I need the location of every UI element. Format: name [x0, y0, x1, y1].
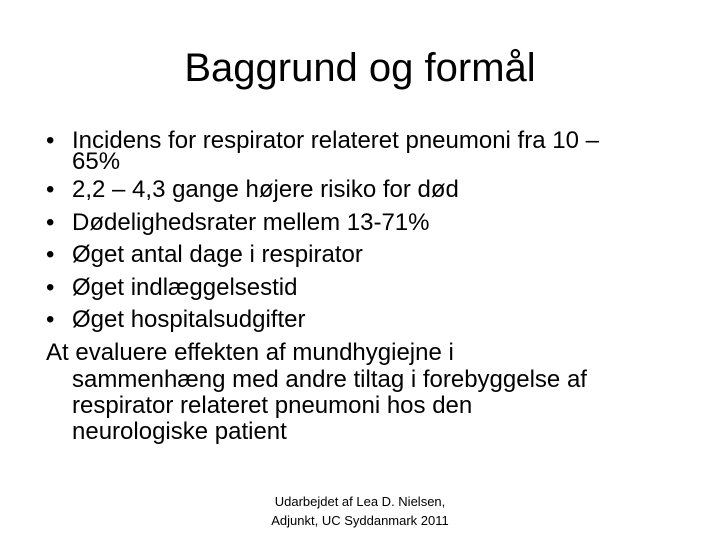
bullet-item-risk	[46, 176, 676, 204]
bullet-text: 2,2 – 4,3 gange højere risiko for død	[72, 176, 459, 203]
bullet-item-hospital-costs	[46, 306, 676, 334]
bullet-dot: •	[46, 176, 55, 203]
bullet-dot: •	[46, 306, 55, 333]
purpose-line: At evaluere effekten af mundhygiejne i	[46, 338, 454, 366]
bullet-item-mortality	[46, 209, 676, 237]
purpose-line: respirator relateret pneumoni hos den	[72, 391, 473, 419]
bullet-text: Øget hospitalsudgifter	[72, 306, 306, 333]
slide-footer	[230, 492, 490, 530]
purpose-paragraph	[46, 339, 676, 445]
bullet-text: Øget antal dage i respirator	[72, 241, 363, 268]
purpose-line: sammenhæng med andre tiltag i forebyggelse af	[72, 365, 587, 393]
bullet-text: Dødelighedsrater mellem 13-71%	[72, 208, 430, 236]
bullet-text: Incidens for respirator relateret pneumoni fra 10 –	[72, 127, 599, 154]
slide-body	[46, 127, 676, 445]
bullet-text-continued: 65%	[72, 148, 121, 175]
footer-author: Udarbejdet af Lea D. Nielsen,	[274, 494, 446, 509]
bullet-dot: •	[46, 273, 55, 301]
bullet-item-admission-time	[46, 274, 676, 302]
bullet-item-ventilator-days	[46, 241, 676, 269]
bullet-item-incidence	[46, 127, 676, 175]
bullet-dot: •	[46, 127, 55, 154]
footer-affiliation: Adjunkt, UC Syddanmark 2011	[271, 513, 449, 528]
bullet-list	[46, 127, 676, 334]
purpose-line: neurologiske patient	[72, 417, 287, 445]
bullet-dot: •	[46, 241, 55, 268]
slide-title: Baggrund og formål	[184, 46, 536, 90]
bullet-dot: •	[46, 208, 55, 236]
bullet-text: Øget indlæggelsestid	[72, 273, 298, 301]
